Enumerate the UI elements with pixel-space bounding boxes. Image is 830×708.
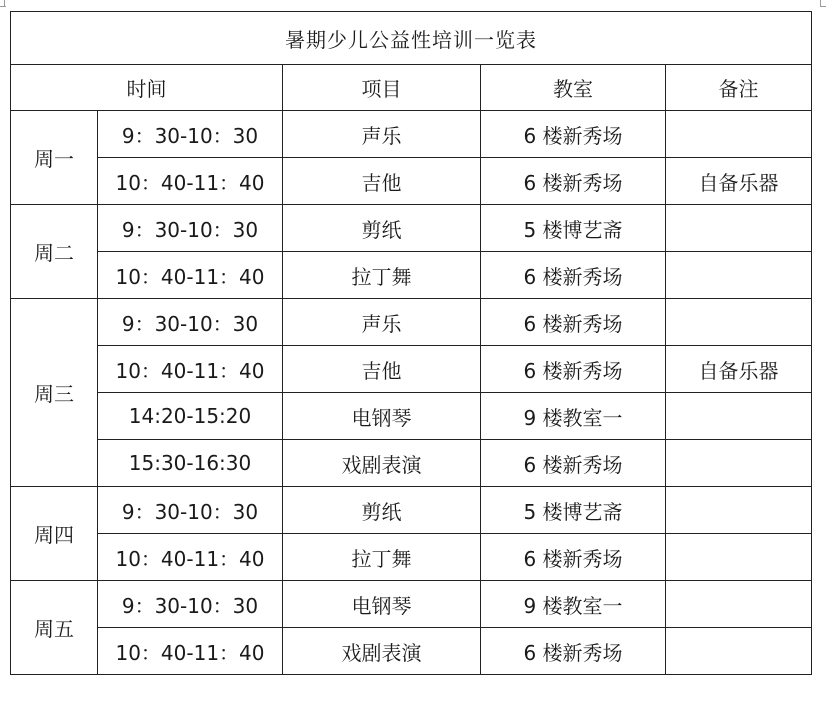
title-row [11, 12, 812, 65]
table-row [11, 346, 812, 393]
note-cell: 自备乐器 [666, 346, 812, 393]
day-cell: 周四 [11, 487, 98, 581]
item-cell: 剪纸 [283, 205, 481, 252]
table-row [11, 158, 812, 205]
note-cell [666, 487, 812, 534]
header-room: 教室 [481, 65, 666, 111]
header-note: 备注 [666, 65, 812, 111]
time-cell: 14:20-15:20 [98, 393, 283, 440]
item-cell: 拉丁舞 [283, 534, 481, 581]
note-cell [666, 252, 812, 299]
room-cell: 5 楼博艺斋 [481, 487, 666, 534]
table-row [11, 440, 812, 487]
schedule-table [10, 11, 812, 675]
table-title: 暑期少儿公益性培训一览表 [11, 12, 812, 65]
note-cell [666, 299, 812, 346]
time-cell: 15:30-16:30 [98, 440, 283, 487]
item-cell: 戏剧表演 [283, 440, 481, 487]
table-row [11, 534, 812, 581]
room-cell: 9 楼教室一 [481, 393, 666, 440]
item-cell: 声乐 [283, 299, 481, 346]
note-cell [666, 111, 812, 158]
time-cell: 9：30-10：30 [98, 205, 283, 252]
time-cell: 9：30-10：30 [98, 299, 283, 346]
table-row [11, 487, 812, 534]
note-cell [666, 393, 812, 440]
item-cell: 电钢琴 [283, 581, 481, 628]
item-cell: 吉他 [283, 158, 481, 205]
header-row [11, 65, 812, 111]
time-cell: 9：30-10：30 [98, 111, 283, 158]
item-cell: 吉他 [283, 346, 481, 393]
day-cell: 周二 [11, 205, 98, 299]
room-cell: 5 楼博艺斋 [481, 205, 666, 252]
table-row [11, 252, 812, 299]
table-row [11, 299, 812, 346]
time-cell: 10：40-11：40 [98, 158, 283, 205]
item-cell: 剪纸 [283, 487, 481, 534]
room-cell: 6 楼新秀场 [481, 534, 666, 581]
note-cell: 自备乐器 [666, 158, 812, 205]
time-cell: 10：40-11：40 [98, 346, 283, 393]
note-cell [666, 205, 812, 252]
corner-mark-right-h [820, 6, 826, 7]
item-cell: 声乐 [283, 111, 481, 158]
room-cell: 6 楼新秀场 [481, 111, 666, 158]
table-row [11, 111, 812, 158]
day-cell: 周一 [11, 111, 98, 205]
item-cell: 戏剧表演 [283, 628, 481, 675]
header-time: 时间 [11, 65, 283, 111]
note-cell [666, 581, 812, 628]
header-item: 项目 [283, 65, 481, 111]
note-cell [666, 628, 812, 675]
note-cell [666, 534, 812, 581]
room-cell: 6 楼新秀场 [481, 299, 666, 346]
table-row [11, 581, 812, 628]
day-cell: 周五 [11, 581, 98, 675]
room-cell: 9 楼教室一 [481, 581, 666, 628]
room-cell: 6 楼新秀场 [481, 346, 666, 393]
time-cell: 10：40-11：40 [98, 628, 283, 675]
day-cell: 周三 [11, 299, 98, 487]
time-cell: 10：40-11：40 [98, 534, 283, 581]
time-cell: 9：30-10：30 [98, 581, 283, 628]
time-cell: 10：40-11：40 [98, 252, 283, 299]
room-cell: 6 楼新秀场 [481, 252, 666, 299]
corner-mark-left-h [0, 6, 6, 7]
table-row [11, 393, 812, 440]
table-row [11, 205, 812, 252]
room-cell: 6 楼新秀场 [481, 440, 666, 487]
table-row [11, 628, 812, 675]
item-cell: 拉丁舞 [283, 252, 481, 299]
room-cell: 6 楼新秀场 [481, 628, 666, 675]
time-cell: 9：30-10：30 [98, 487, 283, 534]
item-cell: 电钢琴 [283, 393, 481, 440]
note-cell [666, 440, 812, 487]
room-cell: 6 楼新秀场 [481, 158, 666, 205]
